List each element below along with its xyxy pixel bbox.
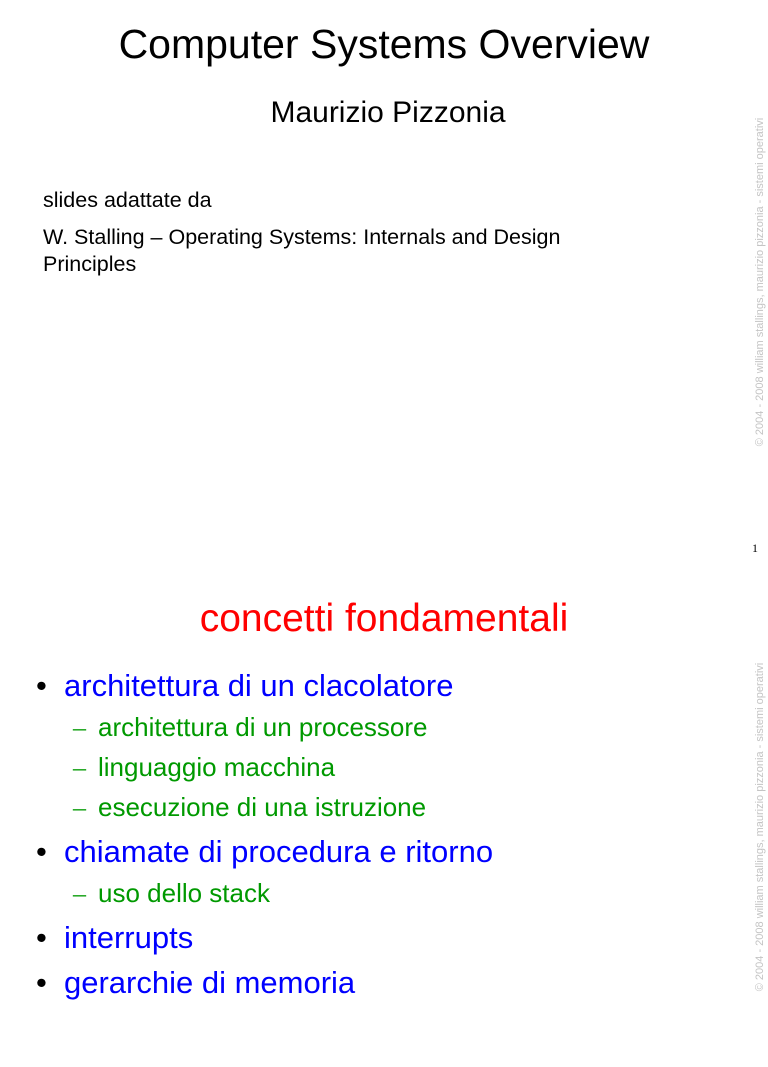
bullet-item [36,666,453,706]
sub-item-label: architettura di un processore [98,712,428,742]
dash-icon: – [73,793,86,822]
bullet-icon: • [36,965,47,1000]
bullet-icon: • [36,834,47,869]
dash-icon: – [73,753,86,782]
sub-item-label: esecuzione di una istruzione [98,792,427,822]
bullet-item [36,918,193,958]
bullet-label: chiamate di procedura e ritorno [64,834,494,869]
sub-item [73,710,428,745]
dash-icon: – [73,879,86,908]
source-reference: W. Stalling – Operating Systems: Internals and Design [43,225,561,249]
bullet-label: interrupts [64,920,194,955]
sub-item [73,876,270,911]
bullet-label: architettura di un clacolatore [64,668,454,703]
bullet-item [36,963,355,1003]
bullet-icon: • [36,920,47,955]
slide-2 [0,560,768,1024]
copyright-note: © 2004 - 2008 william stallings, maurizio pizzonia - sistemi operativi [754,117,766,447]
sub-item-label: uso dello stack [98,878,270,908]
bullet-item [36,832,493,872]
copyright-note: © 2004 - 2008 william stallings, maurizio pizzonia - sistemi operativi [754,662,766,992]
sub-item-label: linguaggio macchina [98,752,336,782]
slide-title: Computer Systems Overview [118,21,650,67]
slide-title: concetti fondamentali [199,597,569,640]
author-name: Maurizio Pizzonia [270,96,506,129]
bullet-icon: • [36,668,47,703]
page-number: 1 [752,541,758,555]
source-reference-continued: Principles [43,252,137,276]
sub-item [73,790,426,825]
bullet-label: gerarchie di memoria [64,965,356,1000]
source-intro: slides adattate da [43,188,212,212]
sub-item [73,750,335,785]
dash-icon: – [73,713,86,742]
